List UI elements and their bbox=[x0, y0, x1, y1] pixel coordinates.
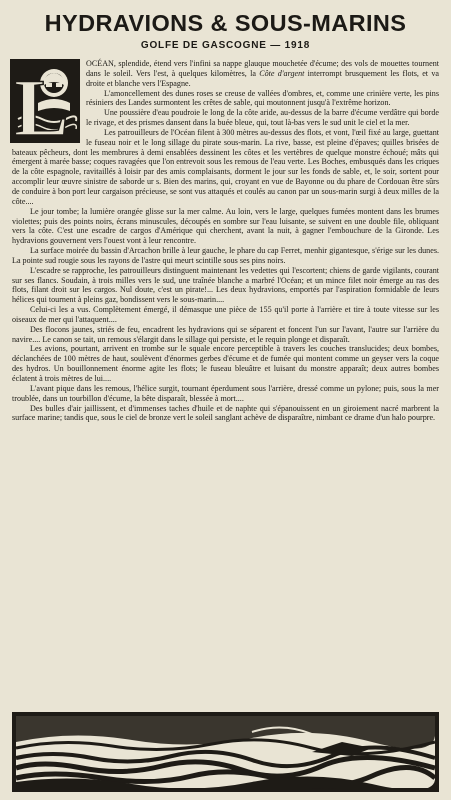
paragraph-4: Les patrouilleurs de l'Océan filent à 300 mètres au-dessus des flots, et vont, l'œil fixé au large, guettant le fuseau noir et le long sillage du pirate sous-marin. La rive, basse, est pleine d'épaves; quilles brisées de bateaux pêcheurs, dont les membrures à demi ensablées dessinent les côtes et les vertèbres de quelque monstre échoué; mâts qui émergent à marée basse; coques ravagées que l'on entrevoit sous les remous de l'eau verte. Les Boches, embusqués dans les criques de la côte espagnole, ravitaillés à loisir par des amis complaisants, dorment le jour sur les fonds de sable, et, le soir, sortent pour accomplir leur œuvre sinistre de saborde ur s. Bien des marins, qui, croyant en vue de Bayonne ou du phare de Cordouan être sûrs de conduire à bon port leur cargaison précieuse, se sont vus attaqués et coulés au canon par un sous-marin surgi à deux milles de la côte.... bbox=[12, 127, 439, 206]
page-title: HYDRAVIONS & SOUS-MARINS bbox=[44, 10, 407, 36]
paragraph-3: Une poussière d'eau poudroie le long de la côte aride, au-dessus de la barre d'écume verdâtre qui borde le rivage, et des prismes dansent dans la buée bleue, qui, tout là-bas vers le sud unit le ciel et la mer. bbox=[86, 108, 439, 128]
article-body bbox=[12, 59, 439, 423]
paragraph-1: OCÉAN, splendide, étend vers l'infini sa nappe glauque mouchetée d'écume; des vols de mouettes tournent dans le soleil. Vers l'est, à quelques kilomètres, la Côte d'argent interrompt brusquement les flots, et va droite et blanche vers l'Espagne. bbox=[86, 59, 439, 88]
paragraph-5: Le jour tombe; la lumière orangée glisse sur la mer calme. Au loin, vers le large, quelques fumées montent dans les brumes violettes; puis des points noirs, écrans minuscules, découpés en sombre sur l'eau luisante, se suivent en une double file, obliquant vers la côte. C'est une escadre de cargos d'Amérique qui cherchent, avant la nuit, à gagner l'embouchure de la Gironde. Les hydravions gouvernent vers l'ouest vont à leur rencontre. bbox=[12, 206, 439, 246]
paragraph-2: L'amoncellement des dunes roses se creuse de vallées d'ombres, et, comme une crinière verte, les pins résiniers des Landes surmontent les crêtes de sable, qui moutonnent jusqu'à l'extrême horizon. bbox=[86, 88, 439, 108]
paragraph-6: La surface moirée du bassin d'Arcachon brille à leur gauche, le phare du cap Ferret, menhir gigantesque, s'érige sur les dunes. La pointe sud rougie sous les rayons de l'astre qui meurt scintille sous ses pins noirs. bbox=[12, 246, 439, 265]
paragraph-12: Des bulles d'air jaillissent, et d'immenses taches d'huile et de naphte qui s'épanouissent en un giroiement nacré marbrent la surface marine; tandis que, sous le ciel de bronze vert le soleil sanglant achève de disparaître, nimbant ce drame d'un halo pourpre. bbox=[12, 403, 439, 423]
page-subtitle: GOLFE DE GASCOGNE — 1918 bbox=[140, 40, 311, 51]
woodcut-seascape-illustration bbox=[12, 712, 439, 792]
paragraph-8: Celui-ci les a vus. Complètement émergé, il démasque une pièce de 155 qu'il porte à l'arrière et tire à toute vitesse sur les oiseaux de mer qui l'attaquent.... bbox=[12, 305, 439, 324]
dropcap-letter: L bbox=[14, 62, 69, 143]
paragraph-10: Les avions, pourtant, arrivent en trombe sur le squale encore perceptible à travers les couches translucides; deux bombes, déclanchées de 100 mètres de haut, soulèvent d'énormes gerbes d'écume et de fumée qui montent comme un geyser vers la coque des hydros. Un bouillonnement énorme agite les flots; le fuseau bleuâtre et luisant du monstre apparaît; deux autres bombes éclatent à trois mètres de lui.... bbox=[12, 344, 439, 383]
paragraph-11: L'avant pique dans les remous, l'hélice surgit, tournant éperdument sous l'arrière, dressé comme un pylone; puis, sous la mer troublée, dans un tourbillon d'écume, la bête disparaît, blessée à mort.... bbox=[12, 383, 439, 403]
dropcap-illustration bbox=[10, 59, 80, 143]
paragraph-9: Des flocons jaunes, striés de feu, encadrent les hydravions qui se séparent et foncent l'un sur l'avant, l'autre sur l'arrière du navire.... Le canon se tait, un remous s'élargit dans le sillage qui persiste, et le requin plonge et disparaît. bbox=[12, 324, 439, 344]
paragraph-7: L'escadre se rapproche, les patrouilleurs distinguent maintenant les vedettes qui l'escortent; chiens de garde vigilants, courant sur ses flancs. Soudain, à trois milles vers le sud, une traînée blanche a marbré l'Océan; et un mince filet noir émerge au ras des flots, filant droit sur les cargos. Nul doute, c'est un pirate!... Les deux hydravions, emportés par l'aspiration formidable de leurs hélices qui tournent à pleins gaz, bondissent vers le sous-marin.... bbox=[12, 265, 439, 305]
